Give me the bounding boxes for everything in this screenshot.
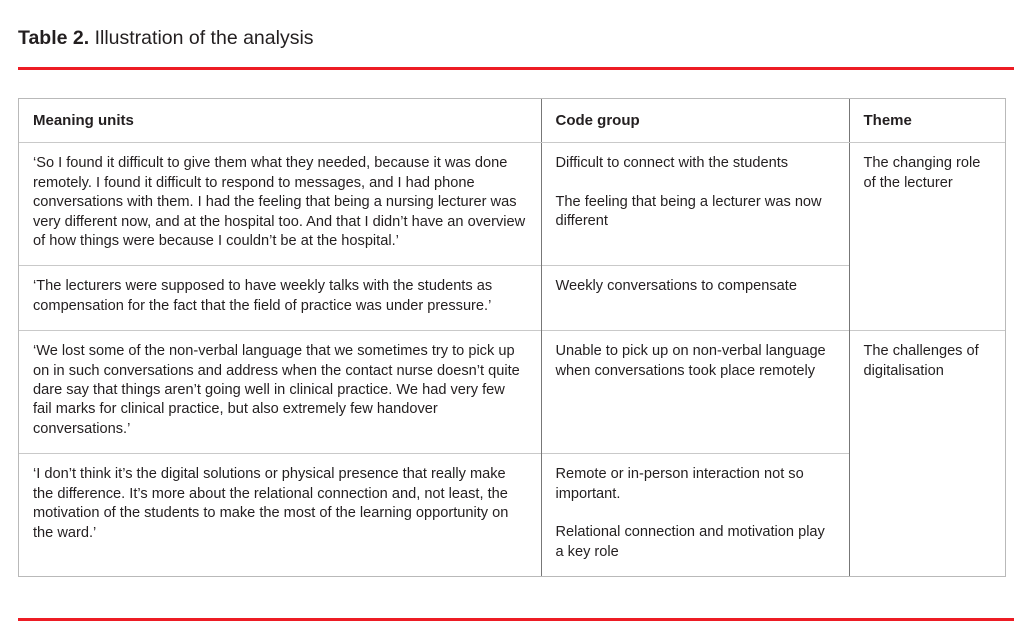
theme-cell <box>849 143 1005 331</box>
meaning-unit-cell <box>19 266 541 331</box>
code-group-item: Weekly conversations to compensate <box>555 278 797 295</box>
red-rule-bottom <box>18 618 1014 621</box>
code-group-cell <box>541 331 849 454</box>
code-group-cell <box>541 143 849 266</box>
code-group-item: Unable to pick up on non-verbal language when conversations took place remotely <box>555 343 826 379</box>
meaning-unit-text: ‘The lecturers were supposed to have weekly talks with the students as compensation for the fact that the field of practice was under pressure.’ <box>33 278 493 314</box>
table-caption-label: Table 2. <box>18 27 90 49</box>
code-group-cell <box>541 454 849 576</box>
column-header-code-group: Code group <box>541 99 849 143</box>
table-caption-text: Illustration of the analysis <box>89 27 314 49</box>
table-header <box>19 99 1005 143</box>
theme-text: The challenges of digitalisation <box>863 343 979 379</box>
theme-text: The changing role of the lecturer <box>863 155 981 191</box>
meaning-unit-cell <box>19 331 541 454</box>
meaning-unit-text: ‘I don’t think it’s the digital solutions or physical presence that really make the difference. It’s more about the relational connection and, not least, the motivation of the students to make the most of the learning opportunity on the ward.’ <box>33 466 509 541</box>
meaning-unit-cell <box>19 143 541 266</box>
code-group-cell <box>541 266 849 331</box>
table-caption <box>18 26 314 50</box>
table-row <box>19 143 1005 266</box>
column-header-theme: Theme <box>849 99 1005 143</box>
theme-cell <box>849 331 1005 576</box>
column-header-meaning-units: Meaning units <box>19 99 541 143</box>
meaning-unit-text: ‘So I found it difficult to give them what they needed, because it was done remotely. I found it difficult to respond to messages, and I had phone conversations with them. I had the feeling that being a nursing lecturer was very different now, and at the hospital too. And that I didn’t have an overview of how things were because I couldn’t be at the hospital.’ <box>33 155 526 250</box>
analysis-table-container <box>18 98 1006 577</box>
red-rule-top <box>18 67 1014 70</box>
analysis-table <box>19 99 1005 576</box>
code-group-item: Relational connection and motivation play a key role <box>555 524 825 560</box>
code-group-item: The feeling that being a lecturer was now different <box>555 193 822 230</box>
meaning-unit-text: ‘We lost some of the non-verbal language that we sometimes try to pick up on in such conversations and address when the contact nurse doesn’t quite dare say that things aren’t going well in clinical practice. We had very few fail marks for clinical practice, but also extremely few handover conversations.’ <box>33 343 520 437</box>
code-group-item: Remote or in-person interaction not so important. <box>555 466 804 502</box>
code-group-item: Difficult to connect with the students <box>555 155 789 172</box>
table-row <box>19 331 1005 454</box>
meaning-unit-cell <box>19 454 541 576</box>
table-header-row <box>19 99 1005 143</box>
table-body <box>19 143 1005 576</box>
